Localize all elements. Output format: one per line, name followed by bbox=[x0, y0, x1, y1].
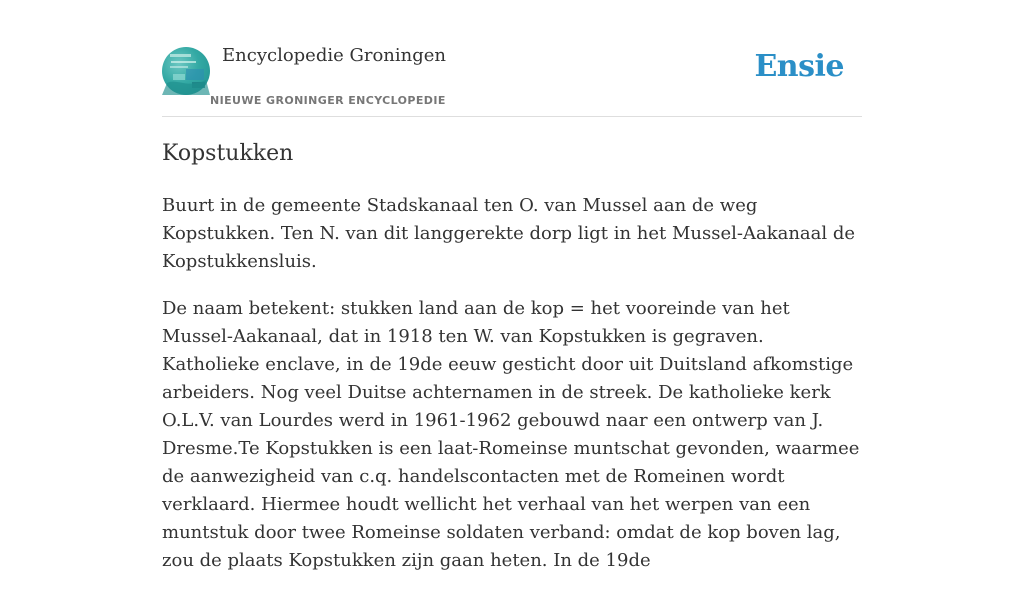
source-subtitle: NIEUWE GRONINGER ENCYCLOPEDIE bbox=[210, 94, 446, 107]
article-content bbox=[162, 138, 862, 594]
site-header bbox=[162, 0, 862, 117]
encyclopedia-logo-icon[interactable] bbox=[162, 47, 210, 95]
article-paragraph: Buurt in de gemeente Stadskanaal ten O. van Mussel aan de weg Kopstukken. Ten N. van dit langgerekte dorp ligt in het Mussel-Aakanaal de Kopstukkensluis. bbox=[162, 195, 856, 272]
ensie-brand-logo[interactable]: Ensie bbox=[754, 49, 844, 84]
article-paragraph: De naam betekent: stukken land aan de kop = het vooreinde van het Mussel-Aakanaal, dat in 1918 ten W. van Kopstukken is gegraven. Katholieke enclave, in de 19de eeuw gesticht door uit Duitsland afkomstige arbeiders. Nog veel Duitse achternamen in de streek. De katholieke kerk O.L.V. van Lourdes werd in 1961-1962 gebouwd naar een ontwerp van J. Dresme.Te Kopstukken is een laat-Romeinse muntschat gevonden, waarmee de aanwezigheid van c.q. handelscontacten met de Romeinen wordt verklaard. Hiermee houdt wellicht het verhaal van het werpen van een muntstuk door twee Romeinse soldaten verband: omdat de kop boven lag, zou de plaats Kopstukken zijn gaan heten. In de 19de bbox=[162, 298, 860, 571]
article-title: Kopstukken bbox=[162, 141, 294, 166]
source-title[interactable]: Encyclopedie Groningen bbox=[222, 45, 447, 66]
